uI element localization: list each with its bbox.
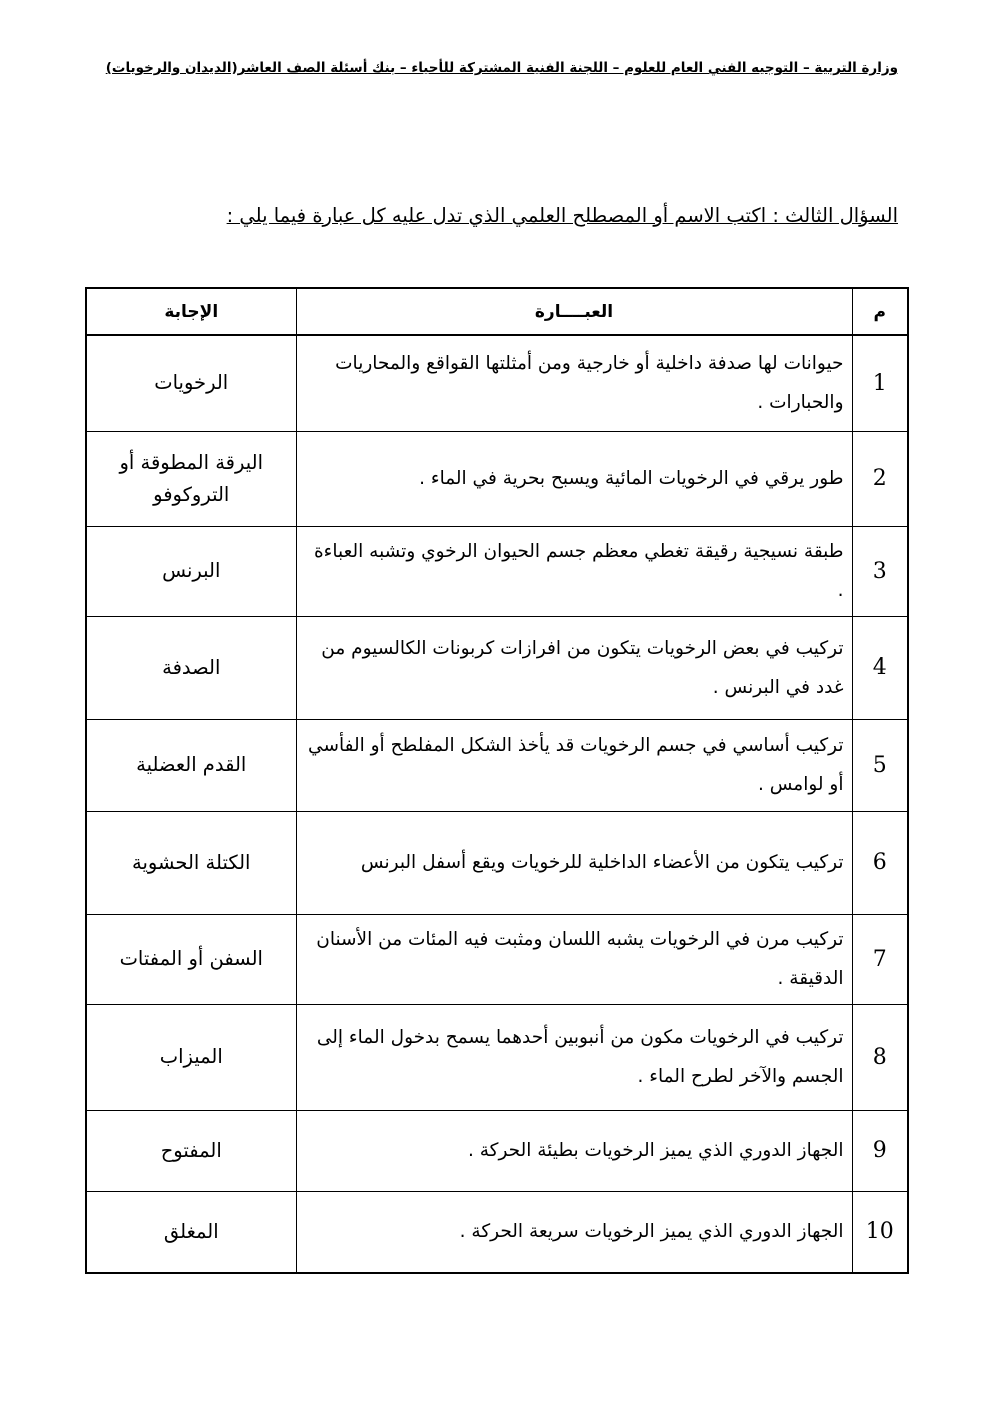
question-title: السؤال الثالث : اكتب الاسم أو المصطلح العلمي الذي تدل عليه كل عبارة فيما يلي :	[226, 204, 898, 227]
row-statement: حيوانات لها صدفة داخلية أو خارجية ومن أمثلتها القواقع والمحاريات والحبارات .	[296, 335, 852, 431]
table-row	[86, 335, 908, 431]
table-row	[86, 1110, 908, 1191]
question-table	[85, 287, 909, 1274]
row-answer: الميزاب	[86, 1004, 296, 1110]
row-answer: البرنس	[86, 526, 296, 616]
row-statement: تركيب في بعض الرخويات يتكون من افرازات كربونات الكالسيوم من غدد في البرنس .	[296, 616, 852, 719]
row-statement: الجهاز الدوري الذي يميز الرخويات بطيئة الحركة .	[296, 1110, 852, 1191]
table-row	[86, 1004, 908, 1110]
table-row	[86, 811, 908, 914]
table-row	[86, 526, 908, 616]
row-number: 9	[852, 1110, 908, 1191]
table-row	[86, 914, 908, 1004]
table-row	[86, 719, 908, 811]
page-header: وزارة التربية – التوجيه الفني العام للعلوم – اللجنة الفنية المشتركة للأحياء – بنك أسئلة الصف العاشر(الديدان والرخويات)	[105, 60, 898, 76]
row-number: 8	[852, 1004, 908, 1110]
table-header-row	[86, 288, 908, 335]
row-answer: القدم العضلية	[86, 719, 296, 811]
row-number: 1	[852, 335, 908, 431]
row-statement: تركيب مرن في الرخويات يشبه اللسان ومثبت فيه المئات من الأسنان الدقيقة .	[296, 914, 852, 1004]
row-number: 4	[852, 616, 908, 719]
row-answer: الصدفة	[86, 616, 296, 719]
row-statement: طور يرقي في الرخويات المائية ويسبح بحرية في الماء .	[296, 431, 852, 526]
row-answer: المفتوح	[86, 1110, 296, 1191]
row-statement: تركيب في الرخويات مكون من أنبوبين أحدهما يسمح بدخول الماء إلى الجسم والآخر لطرح الماء .	[296, 1004, 852, 1110]
row-number: 6	[852, 811, 908, 914]
table-row	[86, 1191, 908, 1273]
row-answer: السفن أو المفتات	[86, 914, 296, 1004]
column-header-answer: الإجابة	[86, 288, 296, 335]
row-answer: اليرقة المطوقة أو التروكوفو	[86, 431, 296, 526]
row-statement: طبقة نسيجية رقيقة تغطي معظم جسم الحيوان الرخوي وتشبه العباءة .	[296, 526, 852, 616]
row-number: 5	[852, 719, 908, 811]
table-row	[86, 616, 908, 719]
row-answer: الرخويات	[86, 335, 296, 431]
row-answer: الكتلة الحشوية	[86, 811, 296, 914]
row-number: 2	[852, 431, 908, 526]
row-number: 3	[852, 526, 908, 616]
row-statement: تركيب أساسي في جسم الرخويات قد يأخذ الشكل المفلطح أو الفأسي أو لوامس .	[296, 719, 852, 811]
row-number: 7	[852, 914, 908, 1004]
table-row	[86, 431, 908, 526]
column-header-number: م	[852, 288, 908, 335]
row-statement: الجهاز الدوري الذي يميز الرخويات سريعة الحركة .	[296, 1191, 852, 1273]
row-answer: المغلق	[86, 1191, 296, 1273]
row-number: 10	[852, 1191, 908, 1273]
row-statement: تركيب يتكون من الأعضاء الداخلية للرخويات ويقع أسفل البرنس	[296, 811, 852, 914]
column-header-statement: العبــــارة	[296, 288, 852, 335]
